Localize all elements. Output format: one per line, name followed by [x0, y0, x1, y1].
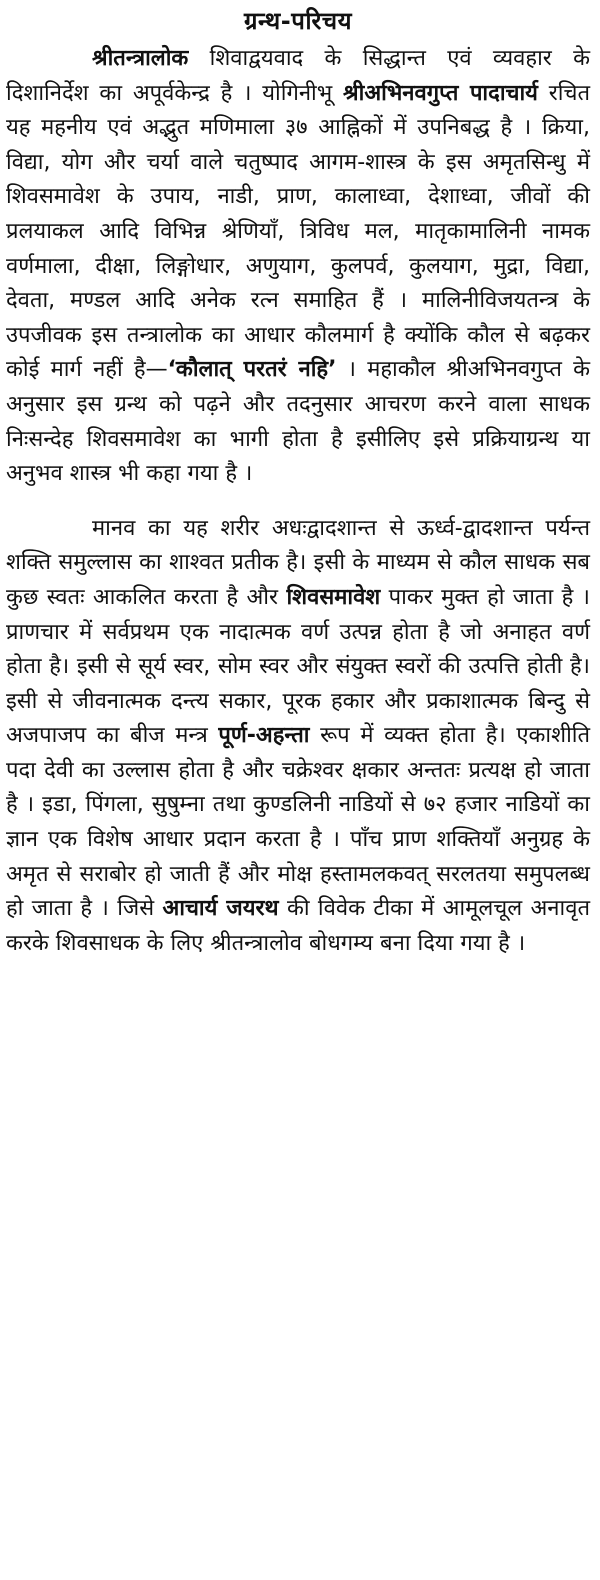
paragraph-text: मानव का यह शरीर अधःद्वादशान्त से ऊर्ध्व-द्वादशान्त पर्यन्त शक्ति समुल्लास का शाश्वत प्रतीक है। इसी के माध्यम से कौल साधक सब कुछ स्वतः आकलित करता है और: [6, 515, 590, 610]
bold-term-purna-ahanta: पूर्ण-अहन्ता: [218, 723, 310, 749]
paragraph-body: [6, 512, 590, 962]
paragraph-text: शिवाद्वयवाद के सिद्धान्त एवं व्यवहार के दिशानिर्देश का अपूर्वकेन्द्र है । योगिनीभू: [6, 46, 590, 106]
paragraph-text: पाकर मुक्त हो जाता है । प्राणचार में सर्वप्रथम एक नादात्मक वर्ण उत्पन्न होता है जो अनाहत वर्ण होता है। इसी से सूर्य स्वर, सोम स्वर और संयुक्त स्वरों की उत्पत्ति होती है। इसी से जीवनात्मक दन्त्य सकार, पूरक हकार और प्रकाशात्मक बिन्दु से अजपाजप का बीज मन्त्र: [6, 584, 591, 749]
bold-term-abhinavagupta: श्रीअभिनवगुप्त पादाचार्य: [343, 80, 538, 106]
paragraph-text: । महाकौल श्रीअभिनवगुप्त के अनुसार इस ग्रन्थ को पढ़ने और तदनुसार आचरण करने वाला साधक निःसन्देह शिवसमावेश का भागी होता है इसीलिए इसे प्रक्रियाग्रन्थ या अनुभव शास्त्र भी कहा गया है ।: [6, 357, 590, 487]
bold-term-jayaratha: आचार्य जयरथ: [162, 896, 279, 922]
bold-quote-kaulat: ‘कौलात् परतरं नहि’: [167, 357, 337, 383]
paragraph-text: रूप में व्यक्त होता है। एकाशीति पदा देवी का उल्लास होता है और चक्रेश्वर क्षकार अन्ततः प्रत्यक्ष हो जाता है । इडा, पिंगला, सुषुम्ना तथा कुण्डलिनी नाडियों से ७२ हजार नाडियों का ज्ञान एक विशेष आधार प्रदान करता है । पाँच प्राण शक्तियाँ अनुग्रह के अमृत से सराबोर हो जाती हैं और मोक्ष हस्तामलकवत् सरलतया समुपलब्ध हो जाता है । जिसे: [6, 723, 591, 922]
paragraph-intro: [6, 42, 590, 492]
bold-term-tantraloka: श्रीतन्त्रालोक: [92, 46, 189, 71]
bold-term-shivasamavesha: शिवसमावेश: [286, 584, 381, 610]
paragraph-text: की विवेक टीका में आमूलचूल अनावृत करके शिवसाधक के लिए श्रीतन्त्रालोव बोधगम्य बना दिया गया है ।: [6, 896, 590, 956]
paragraph-text: रचित यह महनीय एवं अद्भुत मणिमाला ३७ आह्निकों में उपनिबद्ध है । क्रिया, विद्या, योग और चर्या वाले चतुष्पाद आगम-शास्त्र के इस अमृतसिन्धु में शिवसमावेश के उपाय, नाडी, प्राण, कालाध्वा, देशाध्वा, जीवों की प्रलयाकल आदि विभिन्न श्रेणियाँ, त्रिविध मल, मातृकामालिनी नामक वर्णमाला, दीक्षा, लिङ्गोधार, अणुयाग, कुलपर्व, कुलयाग, मुद्रा, विद्या, देवता, मण्डल आदि अनेक रत्न समाहित हैं । मालिनीविजयतन्त्र के उपजीवक इस तन्त्रालोक का आधार कौलमार्ग है क्योंकि कौल से बढ़कर कोई मार्ग नहीं है—: [6, 80, 590, 383]
page-title: ग्रन्थ-परिचय: [243, 7, 353, 35]
